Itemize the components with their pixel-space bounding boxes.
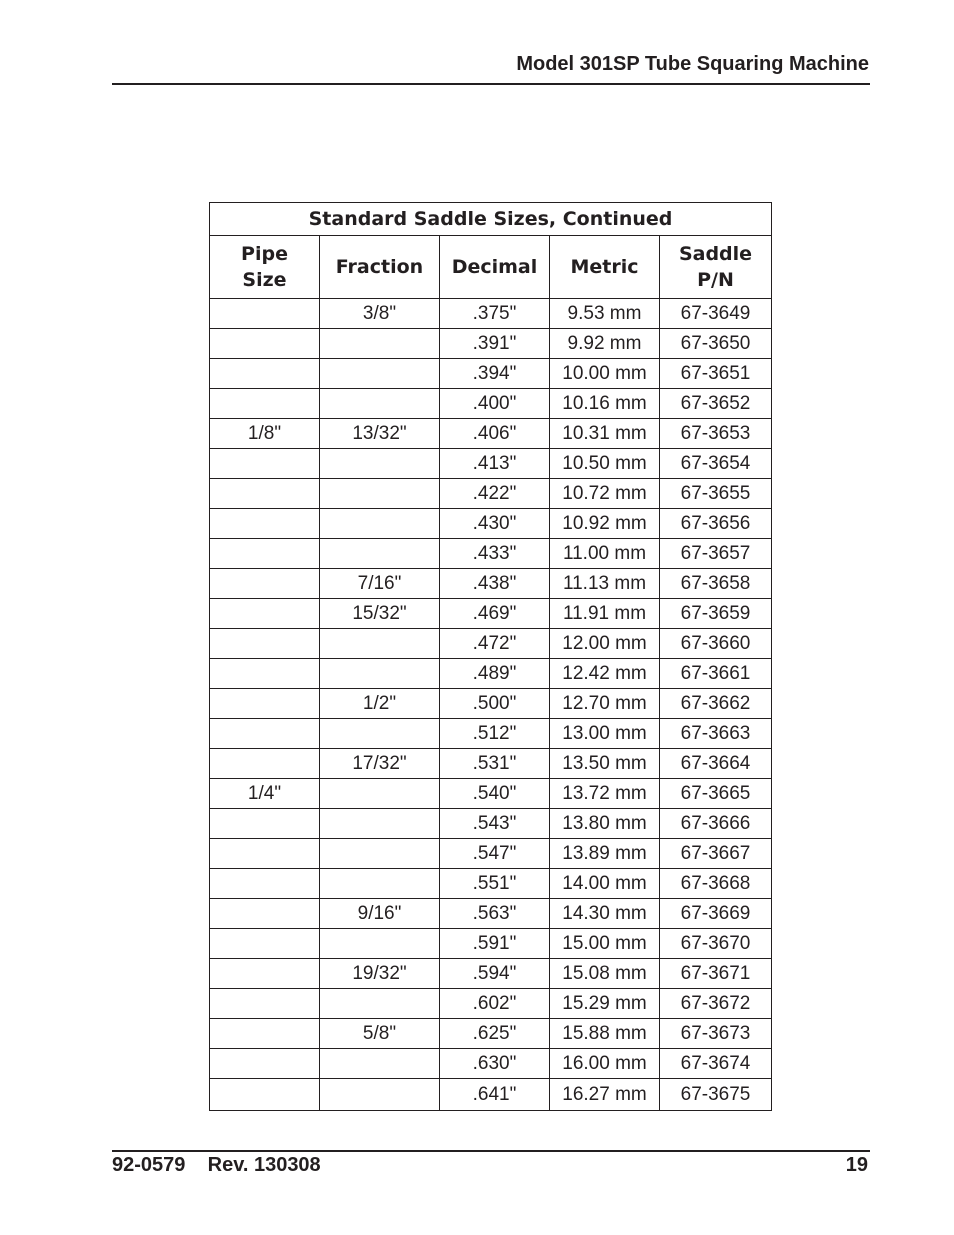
table-row [210, 389, 772, 419]
saddle-pn-cell: 67-3675 [660, 1079, 772, 1111]
decimal-cell: .438" [440, 569, 550, 599]
saddle-pn-cell: 67-3669 [660, 899, 772, 929]
decimal-cell: .540" [440, 779, 550, 809]
fraction-cell [320, 629, 440, 659]
pipe-size-cell [210, 1019, 320, 1049]
table-row [210, 779, 772, 809]
pipe-size-cell: 1/4" [210, 779, 320, 809]
table-row [210, 899, 772, 929]
saddle-pn-cell: 67-3661 [660, 659, 772, 689]
saddle-pn-cell: 67-3671 [660, 959, 772, 989]
metric-cell: 13.89 mm [550, 839, 660, 869]
saddle-pn-cell: 67-3656 [660, 509, 772, 539]
decimal-cell: .543" [440, 809, 550, 839]
saddle-pn-cell: 67-3670 [660, 929, 772, 959]
decimal-cell: .551" [440, 869, 550, 899]
saddle-pn-cell: 67-3659 [660, 599, 772, 629]
metric-cell: 15.88 mm [550, 1019, 660, 1049]
metric-cell: 15.00 mm [550, 929, 660, 959]
table-row [210, 839, 772, 869]
table-body [210, 299, 772, 1111]
decimal-cell: .591" [440, 929, 550, 959]
column-header-saddle-pn-label: Saddle P/N [678, 243, 753, 291]
metric-cell: 12.00 mm [550, 629, 660, 659]
pipe-size-cell [210, 389, 320, 419]
pipe-size-cell [210, 899, 320, 929]
fraction-cell: 13/32" [320, 419, 440, 449]
pipe-size-cell [210, 629, 320, 659]
table-row [210, 809, 772, 839]
saddle-pn-cell: 67-3668 [660, 869, 772, 899]
saddle-pn-cell: 67-3672 [660, 989, 772, 1019]
metric-cell: 16.27 mm [550, 1079, 660, 1111]
saddle-pn-cell: 67-3666 [660, 809, 772, 839]
metric-cell: 13.00 mm [550, 719, 660, 749]
decimal-cell: .394" [440, 359, 550, 389]
table-header-row [210, 236, 772, 299]
table-row [210, 449, 772, 479]
header-divider [112, 83, 870, 85]
pipe-size-cell [210, 929, 320, 959]
metric-cell: 9.53 mm [550, 299, 660, 329]
table-row [210, 359, 772, 389]
metric-cell: 10.00 mm [550, 359, 660, 389]
fraction-cell [320, 809, 440, 839]
saddle-sizes-table-container [209, 202, 771, 1111]
pipe-size-cell [210, 719, 320, 749]
pipe-size-cell [210, 299, 320, 329]
metric-cell: 9.92 mm [550, 329, 660, 359]
pipe-size-cell [210, 539, 320, 569]
metric-cell: 11.91 mm [550, 599, 660, 629]
fraction-cell [320, 509, 440, 539]
fraction-cell [320, 929, 440, 959]
column-header-saddle-pn [660, 236, 772, 299]
fraction-cell [320, 659, 440, 689]
pipe-size-cell [210, 359, 320, 389]
decimal-cell: .400" [440, 389, 550, 419]
metric-cell: 16.00 mm [550, 1049, 660, 1079]
decimal-cell: .563" [440, 899, 550, 929]
pipe-size-cell [210, 599, 320, 629]
fraction-cell: 9/16" [320, 899, 440, 929]
table-row [210, 719, 772, 749]
metric-cell: 13.50 mm [550, 749, 660, 779]
table-row [210, 1019, 772, 1049]
fraction-cell [320, 1049, 440, 1079]
saddle-pn-cell: 67-3663 [660, 719, 772, 749]
table-row [210, 569, 772, 599]
page-number: 19 [845, 1154, 868, 1176]
decimal-cell: .422" [440, 479, 550, 509]
metric-cell: 11.00 mm [550, 539, 660, 569]
saddle-pn-cell: 67-3667 [660, 839, 772, 869]
table-row [210, 599, 772, 629]
table-row [210, 539, 772, 569]
saddle-pn-cell: 67-3673 [660, 1019, 772, 1049]
table-row [210, 509, 772, 539]
saddle-pn-cell: 67-3657 [660, 539, 772, 569]
table-caption: Standard Saddle Sizes, Continued [210, 203, 772, 236]
metric-cell: 10.92 mm [550, 509, 660, 539]
saddle-pn-cell: 67-3665 [660, 779, 772, 809]
fraction-cell [320, 359, 440, 389]
pipe-size-cell [210, 329, 320, 359]
decimal-cell: .500" [440, 689, 550, 719]
fraction-cell: 1/2" [320, 689, 440, 719]
decimal-cell: .630" [440, 1049, 550, 1079]
pipe-size-cell [210, 509, 320, 539]
table-row [210, 479, 772, 509]
fraction-cell [320, 329, 440, 359]
fraction-cell [320, 839, 440, 869]
table-row [210, 929, 772, 959]
decimal-cell: .531" [440, 749, 550, 779]
page-header-title: Model 301SP Tube Squaring Machine [516, 53, 869, 75]
table-row [210, 419, 772, 449]
table-row [210, 629, 772, 659]
metric-cell: 14.30 mm [550, 899, 660, 929]
pipe-size-cell [210, 569, 320, 599]
pipe-size-cell [210, 869, 320, 899]
table-row [210, 959, 772, 989]
fraction-cell [320, 719, 440, 749]
metric-cell: 11.13 mm [550, 569, 660, 599]
pipe-size-cell [210, 809, 320, 839]
footer-divider [112, 1150, 870, 1152]
pipe-size-cell [210, 449, 320, 479]
table-row [210, 989, 772, 1019]
pipe-size-cell [210, 1079, 320, 1111]
table-caption-row [210, 203, 772, 236]
table-row [210, 749, 772, 779]
metric-cell: 13.80 mm [550, 809, 660, 839]
decimal-cell: .472" [440, 629, 550, 659]
decimal-cell: .512" [440, 719, 550, 749]
table-row [210, 329, 772, 359]
fraction-cell [320, 869, 440, 899]
saddle-pn-cell: 67-3649 [660, 299, 772, 329]
pipe-size-cell [210, 989, 320, 1019]
decimal-cell: .433" [440, 539, 550, 569]
pipe-size-cell [210, 1049, 320, 1079]
saddle-pn-cell: 67-3650 [660, 329, 772, 359]
pipe-size-cell: 1/8" [210, 419, 320, 449]
table-row [210, 1049, 772, 1079]
decimal-cell: .406" [440, 419, 550, 449]
fraction-cell [320, 449, 440, 479]
metric-cell: 12.42 mm [550, 659, 660, 689]
fraction-cell: 17/32" [320, 749, 440, 779]
saddle-pn-cell: 67-3653 [660, 419, 772, 449]
decimal-cell: .430" [440, 509, 550, 539]
fraction-cell [320, 989, 440, 1019]
decimal-cell: .413" [440, 449, 550, 479]
decimal-cell: .602" [440, 989, 550, 1019]
pipe-size-cell [210, 839, 320, 869]
fraction-cell [320, 1079, 440, 1111]
fraction-cell: 15/32" [320, 599, 440, 629]
column-header-metric: Metric [550, 236, 660, 299]
metric-cell: 15.08 mm [550, 959, 660, 989]
table-row [210, 659, 772, 689]
decimal-cell: .391" [440, 329, 550, 359]
pipe-size-cell [210, 479, 320, 509]
metric-cell: 10.72 mm [550, 479, 660, 509]
fraction-cell: 7/16" [320, 569, 440, 599]
fraction-cell [320, 539, 440, 569]
saddle-pn-cell: 67-3674 [660, 1049, 772, 1079]
saddle-sizes-table [209, 202, 772, 1111]
saddle-pn-cell: 67-3654 [660, 449, 772, 479]
table-row [210, 1079, 772, 1111]
column-header-pipe-size [210, 236, 320, 299]
table-row [210, 689, 772, 719]
saddle-pn-cell: 67-3658 [660, 569, 772, 599]
metric-cell: 10.31 mm [550, 419, 660, 449]
fraction-cell: 19/32" [320, 959, 440, 989]
pipe-size-cell [210, 959, 320, 989]
fraction-cell: 5/8" [320, 1019, 440, 1049]
metric-cell: 10.50 mm [550, 449, 660, 479]
saddle-pn-cell: 67-3664 [660, 749, 772, 779]
metric-cell: 12.70 mm [550, 689, 660, 719]
metric-cell: 10.16 mm [550, 389, 660, 419]
decimal-cell: .375" [440, 299, 550, 329]
saddle-pn-cell: 67-3651 [660, 359, 772, 389]
metric-cell: 14.00 mm [550, 869, 660, 899]
fraction-cell [320, 779, 440, 809]
decimal-cell: .489" [440, 659, 550, 689]
pipe-size-cell [210, 749, 320, 779]
saddle-pn-cell: 67-3662 [660, 689, 772, 719]
decimal-cell: .625" [440, 1019, 550, 1049]
column-header-fraction: Fraction [320, 236, 440, 299]
decimal-cell: .594" [440, 959, 550, 989]
pipe-size-cell [210, 659, 320, 689]
metric-cell: 15.29 mm [550, 989, 660, 1019]
pipe-size-cell [210, 689, 320, 719]
metric-cell: 13.72 mm [550, 779, 660, 809]
table-row [210, 869, 772, 899]
document-number: 92-0579 Rev. 130308 [112, 1154, 321, 1176]
saddle-pn-cell: 67-3652 [660, 389, 772, 419]
decimal-cell: .641" [440, 1079, 550, 1111]
column-header-decimal: Decimal [440, 236, 550, 299]
column-header-pipe-size-label: Pipe Size [241, 243, 288, 291]
saddle-pn-cell: 67-3660 [660, 629, 772, 659]
decimal-cell: .469" [440, 599, 550, 629]
fraction-cell: 3/8" [320, 299, 440, 329]
fraction-cell [320, 479, 440, 509]
saddle-pn-cell: 67-3655 [660, 479, 772, 509]
table-row [210, 299, 772, 329]
fraction-cell [320, 389, 440, 419]
decimal-cell: .547" [440, 839, 550, 869]
